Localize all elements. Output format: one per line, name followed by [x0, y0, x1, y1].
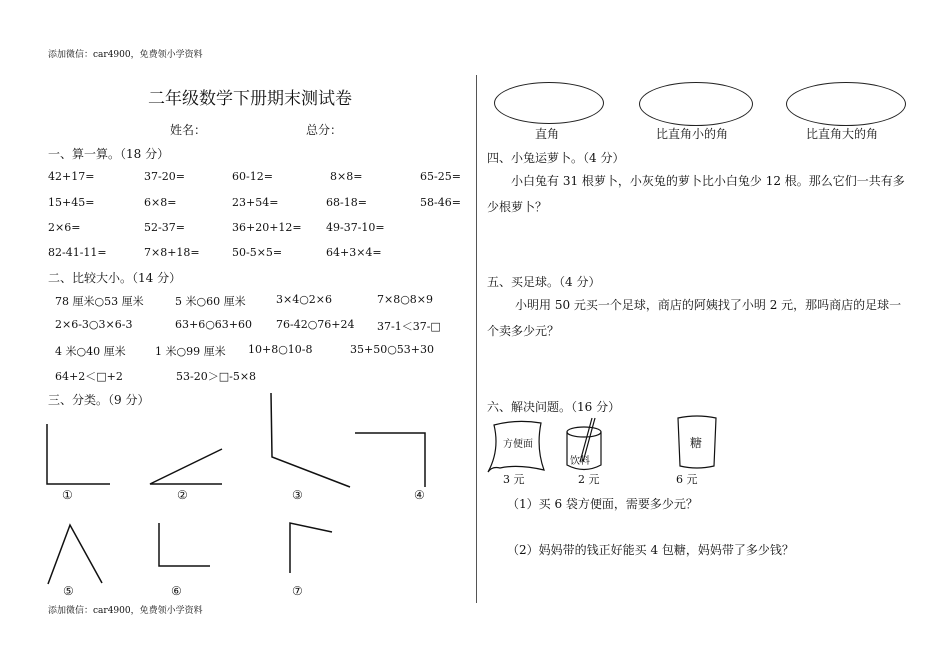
compare-item: 4 米○40 厘米	[55, 345, 126, 358]
calc-item: 37-20=	[144, 170, 185, 183]
calc-item: 49-37-10=	[326, 221, 385, 234]
section5-heading: 五、买足球。（4 分）	[487, 275, 601, 289]
drink-cup-rim	[567, 427, 601, 437]
compare-item: 53-20＞□-5×8	[176, 370, 257, 383]
compare-item: 37-1＜37-□	[377, 320, 441, 333]
calc-item: 52-37=	[144, 221, 185, 234]
calc-item: 50-5×5=	[232, 246, 283, 259]
page-title: 二年级数学下册期末测试卷	[148, 89, 352, 109]
calc-item: 58-46=	[420, 196, 461, 209]
compare-item: 10+8○10-8	[248, 343, 313, 356]
compare-item: 63+6○63+60	[175, 318, 253, 331]
name-label: 姓名：	[170, 123, 207, 137]
product-name-noodles: 方便面	[503, 439, 533, 450]
angle-label-3: ③	[292, 488, 303, 502]
angle-label-7: ⑦	[292, 584, 303, 598]
category-label: 比直角大的角	[806, 127, 879, 141]
section4-heading: 四、小兔运萝卜。（4 分）	[487, 151, 625, 165]
calc-item: 7×8+18=	[144, 246, 200, 259]
compare-item: 64+2＜□+2	[55, 370, 123, 383]
compare-item: 76-42○76+24	[276, 318, 355, 331]
calc-item: 8×8=	[330, 170, 363, 183]
section5-text: 小明用 50 元买一个足球，商店的阿姨找了小明 2 元，那吗商店的足球一个卖多少元？	[487, 298, 902, 338]
product-price-candy: 6 元	[676, 473, 698, 486]
section6-question-2: （2）妈妈带的钱正好能买 4 包糖，妈妈带了多少钱？	[507, 543, 794, 557]
compare-item: 1 米○99 厘米	[155, 345, 226, 358]
compare-item: 5 米○60 厘米	[175, 295, 246, 308]
calc-item: 64+3×4=	[326, 246, 382, 259]
angle-label-1: ①	[62, 488, 73, 502]
calc-item: 6×8=	[144, 196, 177, 209]
section6-heading: 六、解决问题。（16 分）	[487, 400, 621, 414]
product-name-candy: 糖	[690, 436, 703, 450]
watermark-top: 添加微信：car4900，免费领小学资料	[48, 50, 203, 60]
calc-item: 82-41-11=	[48, 246, 107, 259]
angle-label-2: ②	[177, 488, 188, 502]
calc-item: 15+45=	[48, 196, 95, 209]
calc-item: 68-18=	[326, 196, 367, 209]
section1-heading: 一、算一算。（18 分）	[48, 147, 170, 161]
calc-item: 2×6=	[48, 221, 81, 234]
calc-item: 36+20+12=	[232, 221, 302, 234]
compare-item: 78 厘米○53 厘米	[55, 295, 144, 308]
product-name-drink: 饮料	[570, 456, 590, 467]
product-price-drink: 2 元	[578, 473, 600, 486]
calc-item: 42+17=	[48, 170, 95, 183]
compare-item: 35+50○53+30	[350, 343, 435, 356]
angle-label-5: ⑤	[63, 584, 74, 598]
compare-item: 3×4○2×6	[276, 293, 333, 306]
score-label: 总分：	[306, 123, 343, 137]
product-price-noodles: 3 元	[503, 473, 525, 486]
angle-label-4: ④	[414, 488, 425, 502]
section6-question-1: （1）买 6 袋方便面，需要多少元？	[507, 497, 698, 511]
section3-heading: 三、分类。（9 分）	[48, 393, 150, 407]
calc-item: 23+54=	[232, 196, 279, 209]
compare-item: 7×8○8×9	[377, 293, 434, 306]
category-label: 直角	[535, 127, 560, 141]
compare-item: 2×6-3○3×6-3	[55, 318, 133, 331]
angle-label-6: ⑥	[171, 584, 182, 598]
category-label: 比直角小的角	[656, 127, 729, 141]
calc-item: 60-12=	[232, 170, 273, 183]
calc-item: 65-25=	[420, 170, 461, 183]
watermark-bottom: 添加微信：car4900，免费领小学资料	[48, 606, 203, 616]
section2-heading: 二、比较大小。（14 分）	[48, 271, 182, 285]
section4-text: 小白兔有 31 根萝卜，小灰兔的萝卜比小白兔少 12 根。那么它们一共有多少根萝卜？	[487, 174, 905, 214]
